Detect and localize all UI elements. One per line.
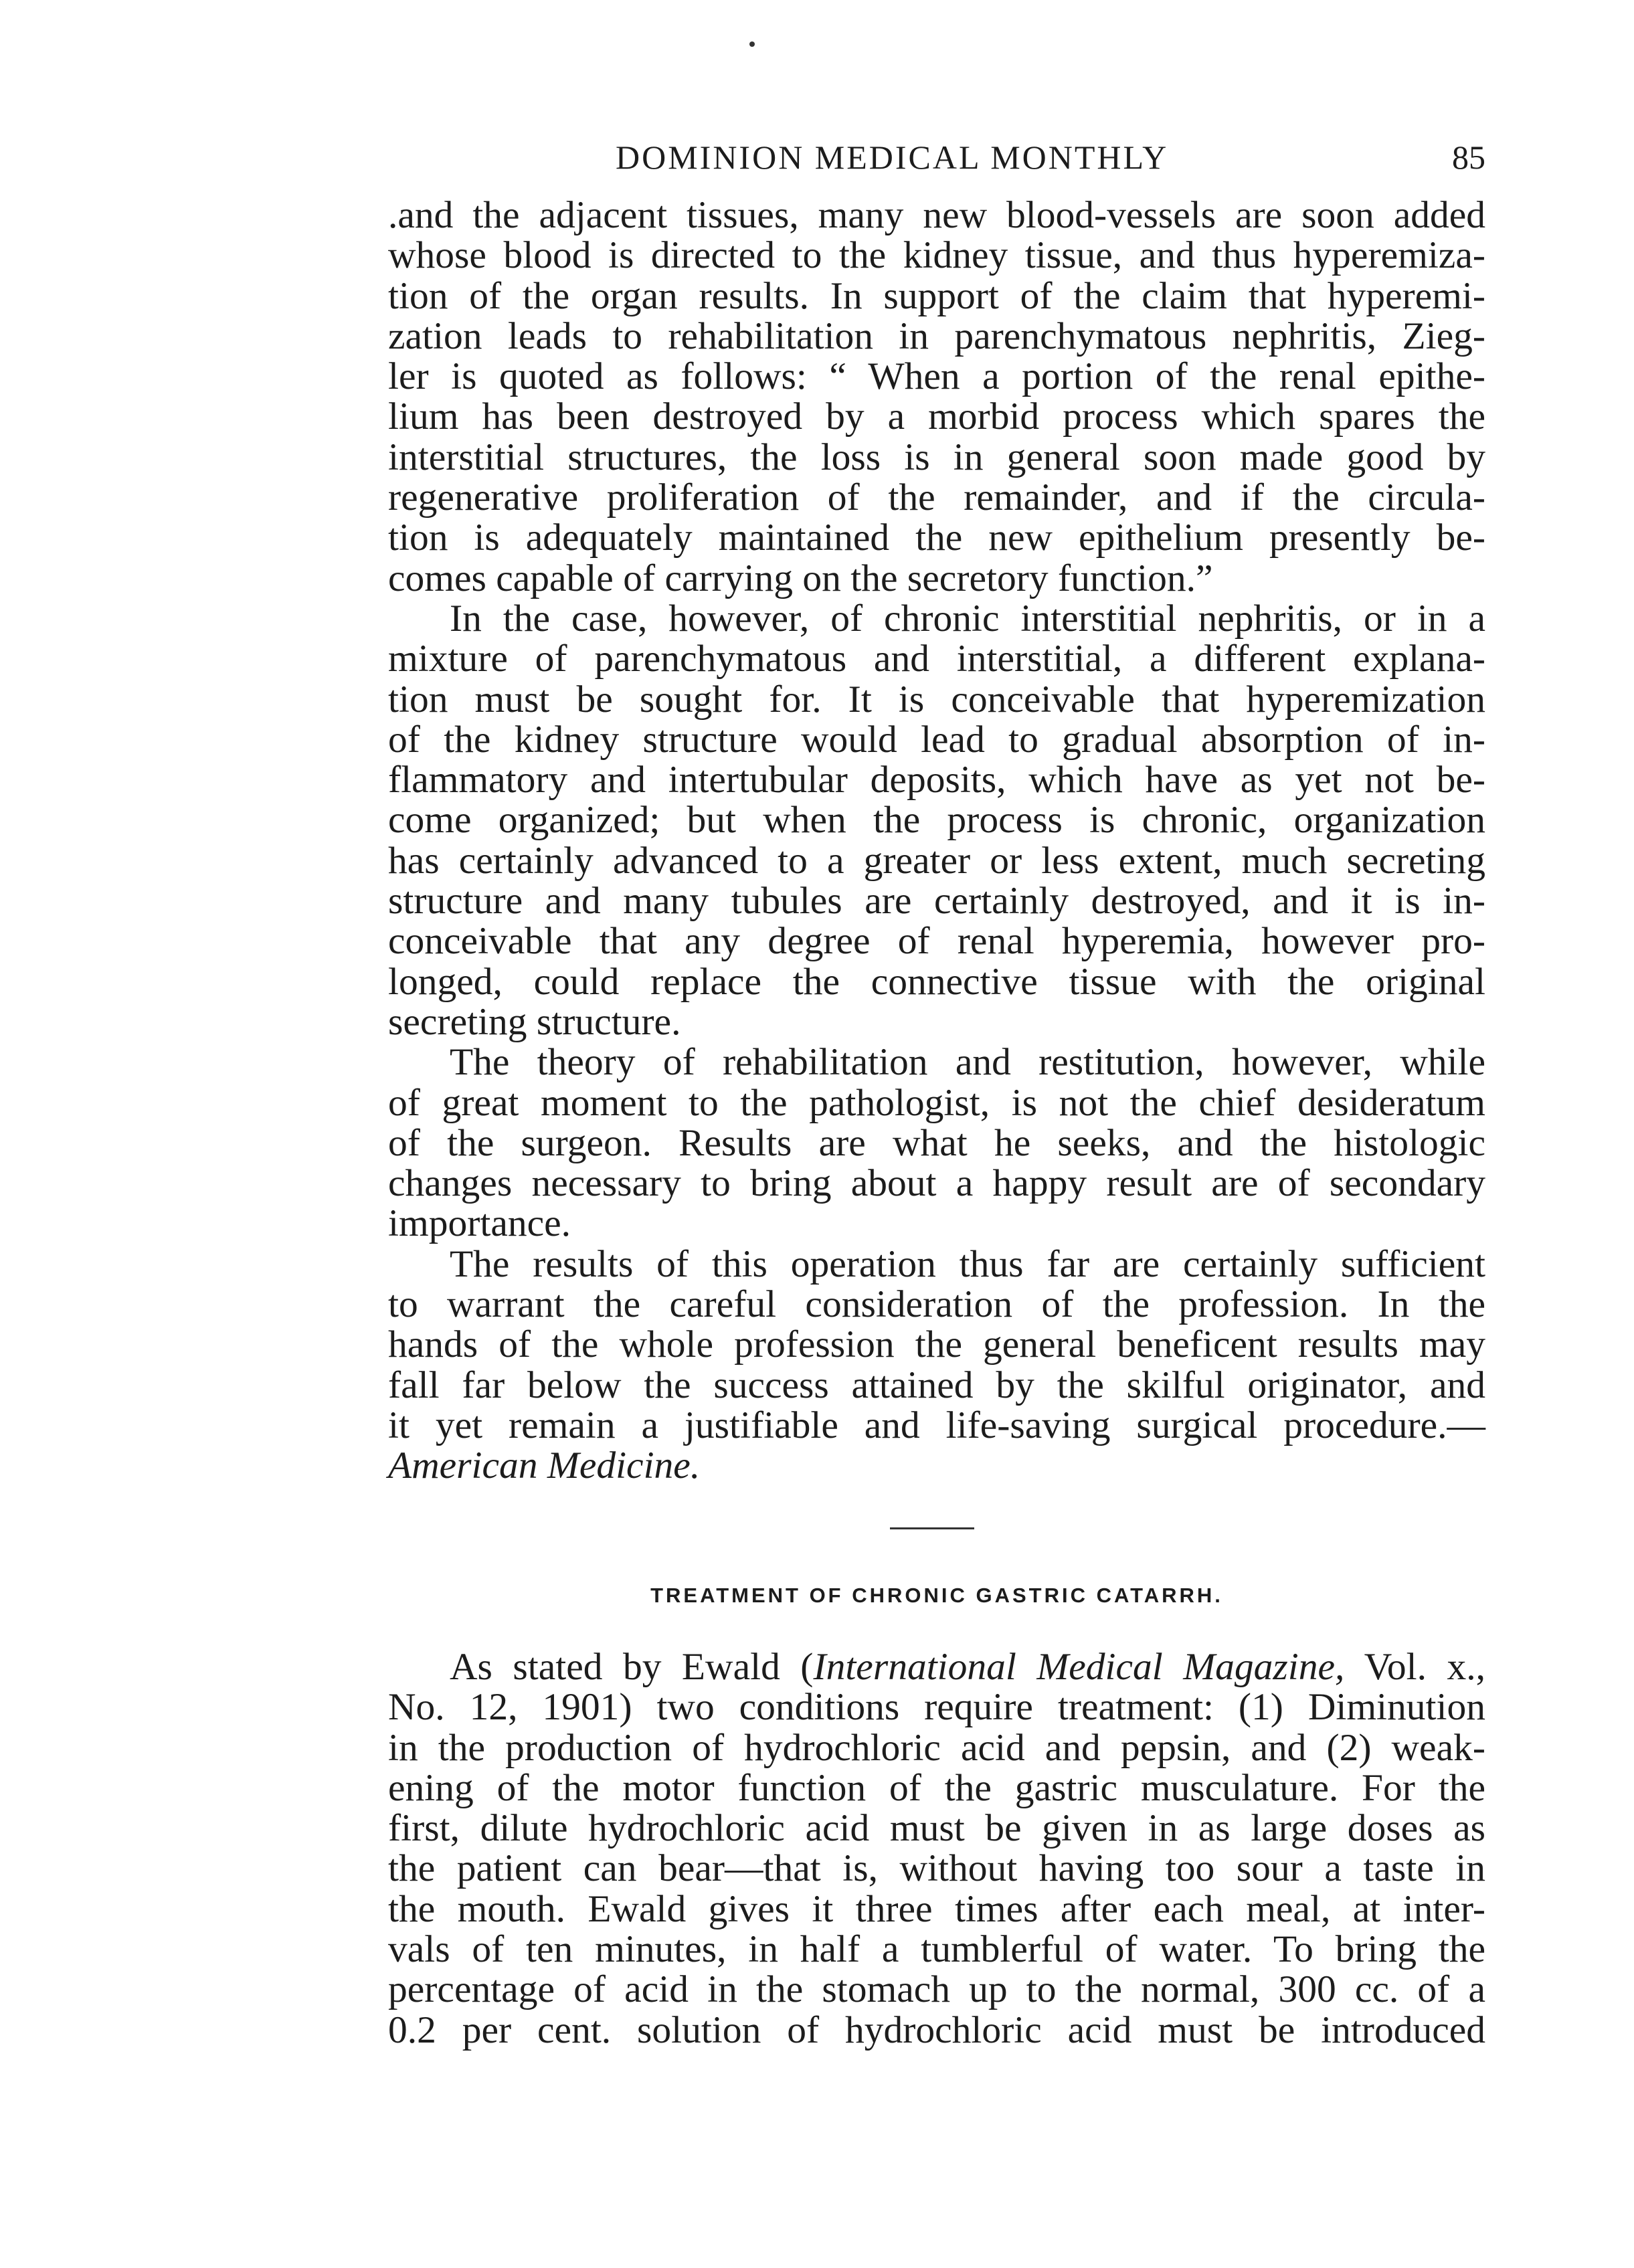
text-line: In the case, however, of chronic interstitial nephritis, or in a [450, 597, 1485, 640]
text-line: it yet remain a justifiable and life-saving surgical procedure.— [388, 1404, 1485, 1446]
text-line: tion is adequately maintained the new epithelium presently be- [388, 516, 1485, 559]
text-line: interstitial structures, the loss is in general soon made good by [388, 436, 1485, 478]
text-line: lium has been destroyed by a morbid process which spares the [388, 395, 1485, 438]
text-line: in the production of hydrochloric acid and pepsin, and (2) weak- [388, 1726, 1485, 1769]
text-line: tion of the organ results. In support of the claim that hyperemi- [388, 274, 1485, 317]
text-line: mixture of parenchymatous and interstitial, a different explana- [388, 638, 1485, 680]
text-line: come organized; but when the process is chronic, organization [388, 799, 1485, 842]
text-line: fall far below the success attained by the skilful originator, and [388, 1363, 1485, 1406]
text-line: .and the adjacent tissues, many new blood-vessels are soon added [388, 194, 1485, 236]
text-line: secreting structure. [388, 1000, 681, 1043]
text-line: structure and many tubules are certainly destroyed, and it is in- [388, 880, 1485, 923]
text-line: conceivable that any degree of renal hyperemia, however pro- [388, 920, 1485, 963]
text-line: hands of the whole profession the general beneficent results may [388, 1323, 1485, 1366]
text-line: tion must be sought for. It is conceivable that hyperemization [388, 678, 1485, 721]
source-attribution: American Medicine. [388, 1444, 701, 1487]
text-line: As stated by Ewald (International Medical Magazine, Vol. x., [450, 1646, 1485, 1688]
text-line: of the kidney structure would lead to gradual absorption of in- [388, 718, 1485, 761]
text-line: ening of the motor function of the gastric musculature. For the [388, 1766, 1485, 1809]
text-line: has certainly advanced to a greater or less extent, much secreting [388, 839, 1485, 882]
text-line: zation leads to rehabilitation in parenchymatous nephritis, Zieg- [388, 314, 1485, 357]
text-line: vals of ten minutes, in half a tumblerful of water. To bring the [388, 1928, 1485, 1971]
section-divider [890, 1527, 974, 1529]
text-line: the mouth. Ewald gives it three times after each meal, at inter- [388, 1887, 1485, 1930]
text-line: regenerative proliferation of the remainder, and if the circula- [388, 476, 1485, 519]
section-heading: TREATMENT OF CHRONIC GASTRIC CATARRH. [650, 1584, 1223, 1607]
text-line: of the surgeon. Results are what he seeks, and the histologic [388, 1121, 1485, 1164]
text-line: The theory of rehabilitation and restitution, however, while [450, 1041, 1485, 1084]
text-line: No. 12, 1901) two conditions require treatment: (1) Diminution [388, 1686, 1485, 1729]
page-number: 85 [1452, 138, 1485, 176]
text-line: percentage of acid in the stomach up to the normal, 300 cc. of a [388, 1968, 1485, 2011]
text-line: importance. [388, 1202, 571, 1245]
journal-title: DOMINION MEDICAL MONTHLY [616, 138, 1169, 176]
text-line: the patient can bear—that is, without having too sour a taste in [388, 1847, 1485, 1890]
text-line: longed, could replace the connective tissue with the original [388, 960, 1485, 1003]
text-line: changes necessary to bring about a happy result are of secondary [388, 1162, 1485, 1205]
text-line: flammatory and intertubular deposits, which have as yet not be- [388, 759, 1485, 801]
citation-title: International Medical Magazine, [813, 1646, 1345, 1688]
text-line: comes capable of carrying on the secretory function.” [388, 557, 1213, 599]
section-body [388, 1647, 1485, 2051]
text-line: 0.2 per cent. solution of hydrochloric acid must be introduced [388, 2008, 1485, 2051]
text-line: to warrant the careful consideration of the profession. In the [388, 1283, 1485, 1326]
text-line [388, 1446, 1485, 1486]
article-continuation [388, 195, 1485, 1487]
text-line: first, dilute hydrochloric acid must be given in as large doses as [388, 1807, 1485, 1850]
text-line: of great moment to the pathologist, is not the chief desideratum [388, 1081, 1485, 1124]
print-speck [749, 41, 755, 47]
text-line: ler is quoted as follows: “ When a portion of the renal epithe- [388, 355, 1485, 398]
text-line: The results of this operation thus far are certainly sufficient [450, 1242, 1485, 1285]
text-line: whose blood is directed to the kidney tissue, and thus hyperemiza- [388, 234, 1485, 277]
running-head [388, 134, 1485, 181]
